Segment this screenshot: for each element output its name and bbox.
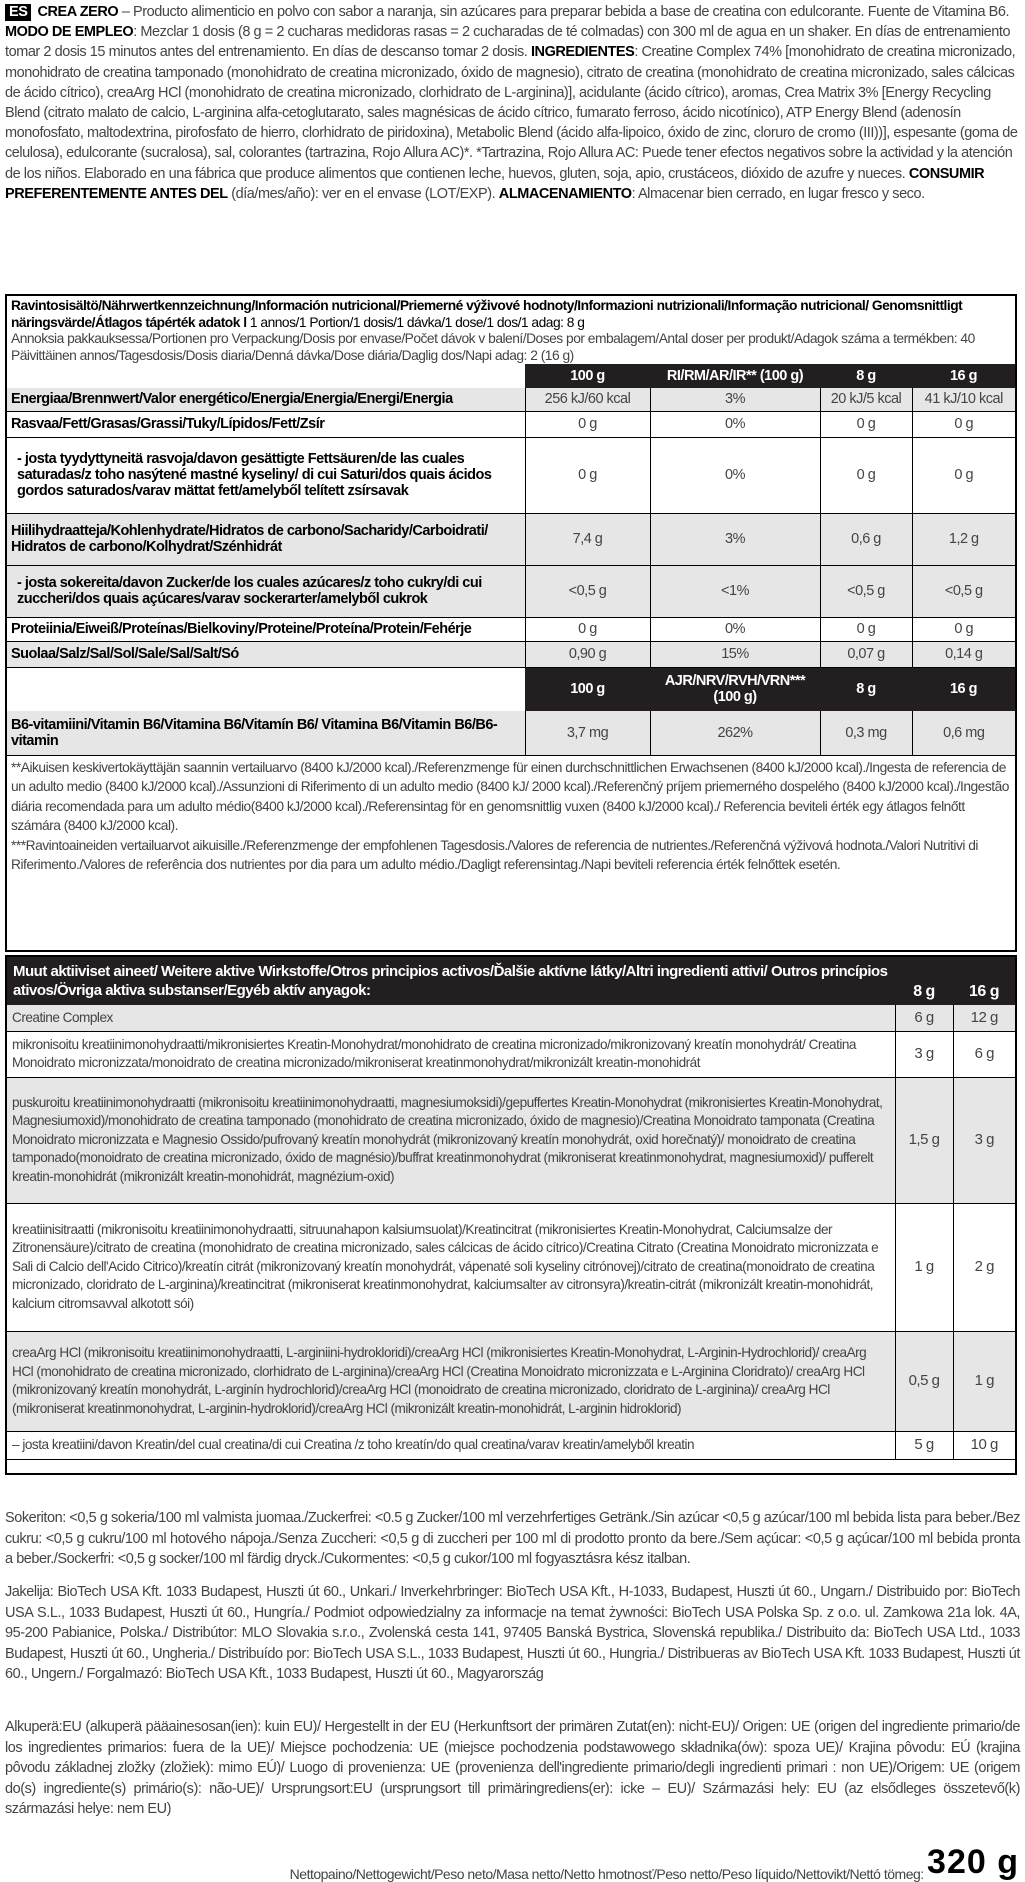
table-row [7, 711, 1015, 755]
cell-value: 0% [650, 437, 820, 513]
table-row [7, 437, 1015, 513]
table-row [7, 1431, 1015, 1459]
row-label: Creatine Complex [7, 1005, 895, 1031]
cell-value: 0,07 g [820, 641, 912, 667]
row-label: B6-vitamiini/Vitamin B6/Vitamina B6/Vitamín B6/ Vitamina B6/Vitamin B6/B6-vitamin [7, 711, 525, 755]
row-label: creaArg HCl (mikronisoitu kreatiinimonohydraatti, L-arginiini-hydrokloridi)/creaArg HCl (mikronisiertes Kreatin-Monohydrat, L-Arginin-Hydrochlorid)/ creaArg HCl (monohidrato de creatina micronizado, clorhidrato de L-arginina)/creaArg HCl (Creatina Monoidrato micronizzata e L-Arginina Cloridrato)/ creaArg HCl (mikronizovaný kreatín monohydrát, L-arginín hydrochlorid)/creaArg HCl (monoidrato de creatina micronizado, cloridrato de L-arginina)/ creaArg HCl (mikroniserat kreatinmonohydrat, L-arginin-hydroklorid)/creaArg HCl (mikronizált kreatin-monohidrát, L-arginin hidroklorid) [7, 1331, 895, 1431]
nutrition-header [7, 296, 1015, 364]
cell-value: 0 g [525, 411, 650, 437]
cell-value: 0,6 g [820, 513, 912, 565]
cell-value: 3 g [953, 1077, 1015, 1203]
serving-size: 1 annos/1 Portion/1 dosis/1 dávka/1 dose/1 dos/1 adag: 8 g [246, 314, 585, 330]
cell-value: 0,3 mg [820, 711, 912, 755]
cell-value: 262% [650, 711, 820, 755]
distributors-text: Jakelija: BioTech USA Kft. 1033 Budapest, Huszti út 60., Unkari./ Inverkehrbringer: BioTech USA Kft., H-1033, Budapest, Huszti út 60., Ungarn./ Distribuido por: BioTech USA S.L., 1033 Budapest, Huszti út 60., Hungría./ Podmiot odpowiedzialny za informacje na temat żywności: BioTech USA Polska Sp. z o.o. ul. Zamkowa 21a lok. 4A, 95-200 Pabianice, Polska./ Distribútor: MLO Slovakia s.r.o., Zvolenská cesta 141, 97405 Banská Bystrica, Slovenská republika./ Distribuito da: BioTech USA Ltd., 1033 Budapest, Huszti út 60., Ungheria./ Distribuído por: BioTech USA S.L., 1033 Budapest, Huszti út 60., Hungria./ Distribueras av BioTech USA Kft. 1033 Budapest, Huszti út 60., Ungern./ Forgalmazó: BioTech USA Kft., 1033 Budapest, Huszti út 60., Magyarország [5, 1584, 1020, 1682]
cell-value: <0,5 g [912, 565, 1015, 617]
cell-value: 0 g [525, 617, 650, 641]
col-header-16g: 16 g [953, 957, 1015, 1005]
best-before-label: CONSUMIR PREFERENTEMENTE ANTES DEL [5, 165, 985, 202]
net-weight-label: Nettopaino/Nettogewicht/Peso neto/Masa netto/Netto hmotnosť/Peso netto/Peso líquido/Nettovikt/Nettó tömeg: [289, 1866, 928, 1882]
table-row [7, 617, 1015, 641]
table-row [7, 1077, 1015, 1203]
col-header-8g: 8 g [820, 667, 912, 711]
cell-value: 3% [650, 388, 820, 411]
table-row [7, 1005, 1015, 1031]
col-header-16g: 16 g [912, 364, 1015, 388]
product-description: – Producto alimenticio en polvo con sabor a naranja, sin azúcares para preparar bebida a base de creatina con edulcorante. Fuente de Vitamina B6. [118, 4, 1010, 20]
sugar-free-note: Sokeriton: <0,5 g sokeria/100 ml valmista juomaa./Zuckerfrei: <0.5 g Zucker/100 ml verzehrfertiges Getränk./Sin azúcar <0,5 g azúcar/100 ml bebida lista para beber./Bez cukru: <0,5 g cukru/100 ml hotového nápoja./Senza Zuccheri: <0,5 g di zuccheri per 100 ml di prodotto pronto da bere./Sem açúcar: <0,5 g açúcar/100 ml bebida pronta a beber./Sockerfri: <0,5 g socker/100 ml färdig dryck./Cukormentes: <0,5 g cukor/100 ml fogyasztásra kész italban. [5, 1510, 1020, 1567]
cell-value: 0% [650, 411, 820, 437]
cell-value: 41 kJ/10 kcal [912, 388, 1015, 411]
cell-value: 256 kJ/60 kcal [525, 388, 650, 411]
cell-value: 0,90 g [525, 641, 650, 667]
usage-text: : Mezclar 1 dosis (8 g = 2 cucharas medidoras rasas = 2 cucharadas de té colmadas) con 300 ml de agua en un shaker. En días de entrenamiento tomar 2 dosis 15 minutos antes del entrenamiento. En días de descanso tomar 2 dosis. [5, 24, 1011, 61]
cell-value: 12 g [953, 1005, 1015, 1031]
cell-value: 0 g [525, 437, 650, 513]
actives-header-row [7, 957, 1015, 1005]
col-header-8g: 8 g [820, 364, 912, 388]
nutrition-header-row [7, 364, 1015, 388]
cell-value: <0,5 g [525, 565, 650, 617]
cell-value: 6 g [953, 1031, 1015, 1077]
daily-dose: Päivittäinen annos/Tagesdosis/Dosis diaria/Denná dávka/Dose diária/Daglig dos/Napi adag: 2 (16 g) [11, 347, 574, 363]
cell-value: 0,14 g [912, 641, 1015, 667]
cell-value: 3% [650, 513, 820, 565]
row-label: puskuroitu kreatiinimonohydraatti (mikronisoitu kreatiinimonohydraatti, magnesiumoksidi)/gepuffertes Kreatin-Monohydrat (mikronisiertes Kreatin-Monohydrat, Magnesiumoxid)/monohidrato de creatina tamponado (monohidrato de creatina micronizado, óxido de magnesio)/Creatina Monoidrato tamponata (Creatina Monoidrato micronizzata e Magnesio Ossido/pufrovaný kreatín monohydrát (mikronizovaný kreatín monohydrát, oxid horečnatý)/ monoidrato de creatina tamponado(monoidrato de creatina micronizado, óxido de magnésio)/buffrat kreatinmonohydrat (mikroniserat kreatinmonohydrat, magnesiumoxid)/ pufferelt kreatin-monohidrát (mikronizált kreatin-monohidrát, magnézium-oxid) [7, 1077, 895, 1203]
cell-value: 20 kJ/5 kcal [820, 388, 912, 411]
row-label: kreatiinisitraatti (mikronisoitu kreatiinimonohydraatti, sitruunahapon kalsiumsuolat)/Kreatincitrat (mikronisiertes Kreatin-Monohydrat, Calciumsalze der Zitronensäure)/citrato de creatina (monohidrato de creatina micronizado, sales cálcicas de ácido cítrico)/Creatina Citrato (Creatina Monoidrato micronizzata e Sali di Calcio dell'Acido Citrico)/kreatín citrát (mikronizovaný kreatín monohydrát, vápenaté soli kyseliny citrónovej)/citrato de creatina(monoidrato de creatina micronizado, cloridrato de L-arginina)/kreatincitrat (mikroniserat kreatinmonohydrat, kalciumsalter av citronsyra)/kreatin-citrát (mikronizált kreatin-monohidrát, kalcium citromsavval alkotott sói) [7, 1203, 895, 1331]
usage-label: MODO DE EMPLEO [5, 24, 134, 41]
row-label: mikronisoitu kreatiinimonohydraatti/mikronisiertes Kreatin-Monohydrat/monohidrato de creatina micronizado/mikronizovaný kreatín monohydrát/ Creatina Monoidrato micronizzata/monoidrato de creatina micronizado/mikroniserat kreatinmonohydrat/mikronizált kreatin-monohidrát [7, 1031, 895, 1077]
storage-label: ALMACENAMIENTO [498, 185, 632, 202]
ingredients-label: INGREDIENTES [530, 44, 635, 61]
footnote-ri: **Aikuisen keskivertokäyttäjän saannin vertailuarvo (8400 kJ/2000 kcal)./Referenzmenge für einen durchschnittlichen Erwachsenen (8400 kJ/2000 kcal)./Ingesta de referencia de un adulto medio (8400 kJ/2000 kcal)./Assunzioni di Riferimento di un adulto medio (8400 kJ/ 2000 kcal)./Referenčný príjem priemerného dospelého (8400 kJ/2000 kcal)./Ingestão diária recomendada para um adulto médio(8400 kJ/2000 kcal)./Referensintag för en genomsnittlig vuxen (8400 kJ/2000 kcal)./ Referencia beviteli érték egy átlagos felnőtt számára (8400 kJ/2000 kcal). [11, 759, 1009, 833]
product-name: CREA ZERO [37, 4, 119, 20]
active-ingredients-box [5, 955, 1017, 1475]
row-label: - josta tyydyttyneitä rasvoja/davon gesättigte Fettsäuren/de las cuales saturadas/z toho nasýtené mastné kyseliny/ di cui Saturi/dos quais ácidos gordos saturados/varav mättat fett/amelyből telített zsírsavak [7, 437, 525, 513]
cell-value: 3,7 mg [525, 711, 650, 755]
row-label: Energiaa/Brennwert/Valor energético/Energia/Energia/Energi/Energia [7, 388, 525, 411]
col-header-nrv: AJR/NRV/RVH/VRN*** (100 g) [650, 667, 820, 711]
cell-value: 6 g [895, 1005, 953, 1031]
table-row [7, 388, 1015, 411]
col-header-16g: 16 g [912, 667, 1015, 711]
cell-value: 0 g [912, 617, 1015, 641]
cell-value: 2 g [953, 1203, 1015, 1331]
cell-value: 0 g [820, 411, 912, 437]
table-row [7, 1203, 1015, 1331]
table-row [7, 565, 1015, 617]
best-before-text: (día/mes/año): ver en el envase (LOT/EXP). [227, 185, 499, 202]
row-label: Rasvaa/Fett/Grasas/Grassi/Tuky/Lípidos/Fett/Zsír [7, 411, 525, 437]
col-header-8g: 8 g [895, 957, 953, 1005]
net-weight-value: 320 g [927, 1843, 1019, 1881]
cell-value: 10 g [953, 1431, 1015, 1459]
table-row [7, 1331, 1015, 1431]
cell-value: 0% [650, 617, 820, 641]
table-row [7, 641, 1015, 667]
col-header-ri: RI/RM/AR/IR** (100 g) [650, 364, 820, 388]
cell-value: 1,5 g [895, 1077, 953, 1203]
table-row [7, 411, 1015, 437]
cell-value: 0,5 g [895, 1331, 953, 1431]
row-label: – josta kreatiini/davon Kreatin/del cual creatina/di cui Creatina /z toho kreatín/do qual creatina/varav kreatin/amelyből kreatin [7, 1431, 895, 1459]
cell-value: 3 g [895, 1031, 953, 1077]
cell-value: 1 g [895, 1203, 953, 1331]
cell-value: 5 g [895, 1431, 953, 1459]
cell-value: 0 g [820, 617, 912, 641]
cell-value: 0 g [912, 437, 1015, 513]
col-header-100g: 100 g [525, 667, 650, 711]
footnote-nrv: ***Ravintoaineiden vertailuarvot aikuisille./Referenzmenge der empfohlenen Tagesdosis./Valores de referencia de nutrientes./Referenčná výživová hodnota./Valori Nutritivi di Riferimento./Valores de referência dos nutrientes por dia para um adulto médio./Dagligt referensintag./Napi beviteli referencia érték felnőttek esetén. [11, 837, 978, 872]
cell-value: <1% [650, 565, 820, 617]
actives-title: Muut aktiiviset aineet/ Weitere aktive Wirkstoffe/Otros principios activos/Ďalšie aktívne látky/Altri ingredienti attivi/ Outros princípios ativos/Övriga aktiva substanser/Egyéb aktív anyagok: [7, 957, 895, 1005]
row-label: Hiilihydraatteja/Kohlenhydrate/Hidratos de carbono/Sacharidy/Carboidrati/ Hidratos de carbono/Kolhydrat/Szénhidrát [7, 513, 525, 565]
net-weight [290, 1843, 1019, 1882]
cell-value: <0,5 g [820, 565, 912, 617]
language-badge: ES [5, 4, 31, 21]
ingredients-text: : Creatine Complex 74% [monohidrato de creatina micronizado, monohidrato de creatina tamponado (monohidrato de creatina micronizado, óxido de magnesio), citrato de creatina (monohidrato de creatina micronizado, sales cálcicas de ácido cítrico), creaArg HCl (monohidrato de creatina micronizado, clorhidrato de L-arginina)], acidulante (ácido cítrico), aromas, Crea Matrix 3% [Energy Recycling Blend (citrato malato de calcio, L-arginina alfa-cetoglutarato, sales magnésicas de ácido cítrico, fumarato ferroso, ácido nicotínico), ATP Energy Blend (adenosín monofosfato, maltodextrina, pirofosfato de hierro, clorhidrato de piridoxina), Metabolic Blend (ácido alfa-lipoico, óxido de zinc, cloruro de cromo (III))], espesante (goma de celulosa), edulcorante (sucralosa), sal, colorantes (tartrazina, Rojo Allura AC)*. *Tartrazina, Rojo Allura AC: Puede tener efectos negativos sobre la actividad y la atención de los niños. Elaborado en una fábrica que produce alimentos que contienen leche, huevos, gluten, soja, apio, crustáceos, dióxido de azufre y nueces. [5, 44, 1018, 182]
row-label: - josta sokereita/davon Zucker/de los cuales azúcares/z toho cukry/di cui zuccheri/dos quais açúcares/varav sockerarter/amelyből cukrok [7, 565, 525, 617]
nutrition-table [7, 364, 1015, 756]
cell-value: 0 g [912, 411, 1015, 437]
row-label: Suolaa/Salz/Sal/Sol/Sale/Sal/Salt/Só [7, 641, 525, 667]
nutrition-table-box [5, 294, 1017, 952]
vitamin-header-row [7, 667, 1015, 711]
servings-per-pack: Annoksia pakkauksessa/Portionen pro Verpackung/Dosis por envase/Počet dávok v balení/Doses por embalagem/Antal doser per produkt/Adagok száma a termékben: 40 [11, 331, 975, 346]
table-row [7, 1031, 1015, 1077]
row-label: Proteiinia/Eiweiß/Proteínas/Bielkoviny/Proteine/Proteína/Protein/Fehérje [7, 617, 525, 641]
cell-value: 15% [650, 641, 820, 667]
cell-value: 0 g [820, 437, 912, 513]
intro-text [5, 2, 1020, 204]
nutrition-title: Ravintosisältö/Nährwertkennzeichnung/Información nutricional/Priemerné výživové hodnoty/Informazioni nutrizionali/Informação nutricional/ Genomsnittligt näringsvärde/Átlagos tápérték adatok l [11, 298, 963, 330]
origin-text: Alkuperä:EU (alkuperä pääainesosan(ien): kuin EU)/ Hergestellt in der EU (Herkunftsort der primären Zutat(en): nicht-EU)/ Origen: UE (origen del ingrediente primario/de los ingredientes primarios: fuera de la UE)/ Miejsce pochodzenia: UE (miejsce pochodzenia podstawowego składnika(ów): spoza UE)/ Krajina pôvodu: EÚ (krajina pôvodu základnej zložky (zložiek): mimo EÚ)/ Luogo di provenienza: UE (provenienza dell'ingrediente primario/degli ingredienti primari : non UE)/Origem: UE (origem do(s) ingrediente(s) primário(s): não-UE)/ Ursprungsort:EU (ursprungsort till primäringrediens(er): icke – EU)/ Származási hely: EU (az elsődleges összetevő(k) származási helye: nem EU) [5, 1719, 1020, 1817]
active-ingredients-table [7, 957, 1015, 1460]
cell-value: 7,4 g [525, 513, 650, 565]
cell-value: 0,6 mg [912, 711, 1015, 755]
cell-value: 1,2 g [912, 513, 1015, 565]
col-header-100g: 100 g [525, 364, 650, 388]
nutrition-footnotes [7, 756, 1015, 877]
table-row [7, 513, 1015, 565]
storage-text: : Almacenar bien cerrado, en lugar fresco y seco. [631, 185, 925, 202]
cell-value: 1 g [953, 1331, 1015, 1431]
